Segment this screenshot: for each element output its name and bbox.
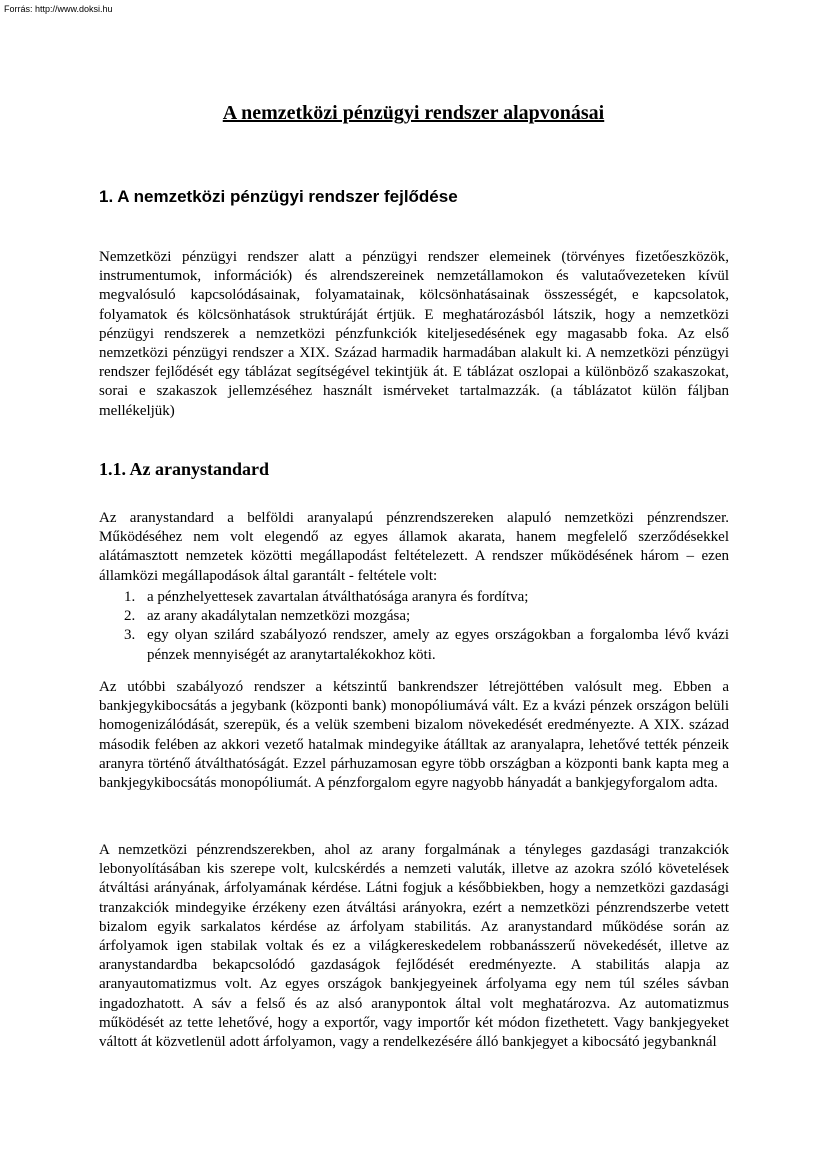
- aranystandard-intro-paragraph: Az aranystandard a belföldi aranyalapú pénzrendszereken alapuló nemzetközi pénzrendszer. Működéséhez nem volt elegendő az egyes államok akarata, hanem megfelelő szerződésekkel alátámasztott nemzetek közötti megállapodást feltételezett. A rendszer működésének három – ezen államközi megállapodások által garantált - feltétele volt:: [99, 510, 729, 584]
- source-note: Forrás: http://www.doksi.hu: [4, 4, 113, 14]
- exchange-rate-paragraph: A nemzetközi pénzrendszerekben, ahol az arany forgalmának a tényleges gazdasági tranzakciók lebonyolításában kis szerepe volt, kulcskérdés a nemzeti valuták, illetve az azokra szóló követelések átváltási arányának, árfolyamának kérdése. Látni fogjuk a későbbiekben, hogy a nemzetközi gazdasági tranzakciók mindegyike érzékeny ezen átváltási arányokra, ezért a nemzetközi pénzrendszerbe vetett bizalom egyik sarkalatos kérdése az árfolyam stabilitás. Az aranystandard működése során az árfolyamok igen stabilak voltak és ez a világkereskedelem robbanásszerű növekedését, illetve az aranystandardba bekapcsolódó gazdaságok fejlődését eredményezte. A stabilitás alapja az aranyautomatizmus volt. Az egyes országok bankjegyeinek árfolyama egy nem túl széles sávban ingadozhatott. A sáv a felső és az alsó aranypontok által volt meghatározva. Az automatizmus működését az tette lehetővé, hogy a exportőr, vagy importőr két módon fizethetett. Vagy bankjegyeket váltott át közvetlenül adott árfolyamon, vagy a rendelkezésére álló bankjegyet a kibocsátó jegybanknál: [99, 842, 729, 1051]
- list-item-number: 1.: [124, 589, 136, 605]
- list-item: [99, 588, 729, 607]
- conditions-list: [99, 588, 729, 665]
- list-item: [99, 607, 729, 626]
- section-heading-1-1: 1.1. Az aranystandard: [99, 459, 270, 479]
- list-item-text: egy olyan szilárd szabályozó rendszer, amely az egyes országokban a forgalomba lévő kvázi pénzek mennyiségét az aranytartalékokhoz köti.: [147, 627, 729, 663]
- list-item-number: 3.: [124, 627, 136, 644]
- banking-system-paragraph: Az utóbbi szabályozó rendszer a kétszintű bankrendszer létrejöttében valósult meg. Ebben a bankjegykibocsátás a jegybank (központi bank) monopóliumává vált. Ez a kvázi pénzek országon belüli homogenizálódását, szerepük, és a velük szembeni bizalom növekedését eredményezte. A XIX. század második felében az akkori vezető hatalmak mindegyike átálltak az aranyalapra, lehetővé tették pénzeik aranyra történő átválthatóságát. Ezzel párhuzamosan egyre több országban a központi bank kapta meg a bankjegykibocsátás monopóliumát. A pénzforgalom egyre nagyobb hányadát a bankjegyforgalom adta.: [99, 679, 729, 792]
- section-1-paragraph: Nemzetközi pénzügyi rendszer alatt a pénzügyi rendszer elemeinek (törvényes fizetőeszközök, instrumentumok, információk) és alrendszereinek nemzetállamokon és valutaővezeteken kívül megvalósuló kapcsolódásainak, folyamatainak, kölcsönhatásainak összességét, e kapcsolatok, folyamatok és kölcsönhatások struktúráját értjük. E meghatározásból látszik, hogy a nemzetközi pénzügyi rendszerek a nemzetközi pénzfunkciók kiteljesedésének egy magasabb foka. Az első nemzetközi pénzügyi rendszer a XIX. Század harmadik harmadában alakult ki. A nemzetközi pénzügyi rendszer fejlődését egy táblázat segítségével tekintjük át. E táblázat oszlopai a különböző szakaszokat, sorai e szakaszok jellemzéséhez használt ismérveket tartalmazzák. (a táblázatot külön fáljban mellékeljük): [99, 249, 729, 419]
- list-item-number: 2.: [124, 608, 136, 625]
- document-title: A nemzetközi pénzügyi rendszer alapvonásai: [222, 102, 605, 124]
- section-heading-1: 1. A nemzetközi pénzügyi rendszer fejlődése: [99, 187, 458, 206]
- list-item: [99, 626, 729, 664]
- list-item-text: az arany akadálytalan nemzetközi mozgása;: [147, 608, 411, 625]
- list-item-text: a pénzhelyettesek zavartalan átválthatósága aranyra és fordítva;: [147, 589, 529, 605]
